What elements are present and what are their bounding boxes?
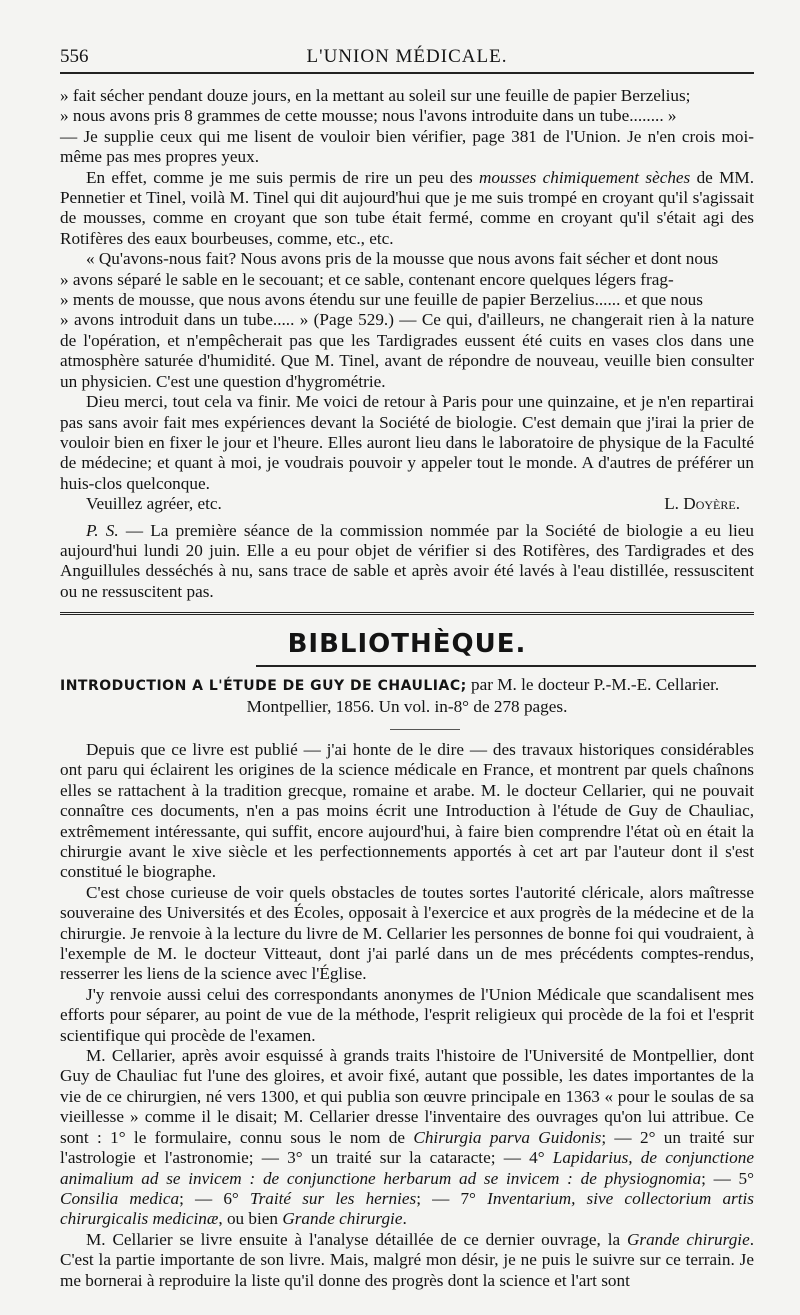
paragraph: — Je supplie ceux qui me lisent de vouloir bien vérifier, page 381 de l'Union. Je n'en crois moi-même pas mes propres yeux.: [60, 126, 754, 167]
closing: Veuillez agréer, etc.: [86, 494, 222, 514]
paragraph: En effet, comme je me suis permis de rire un peu des mousses chimiquement sèches de MM. Pennetier et Tinel, voilà M. Tinel qui dit aujourd'hui que je me suis trompé en croyant qu'il s'agissait de mousses, comme en croyant que son tube était fermé, comme en croyant qu'il s'était agi des Rotifères des eaux bourbeuses, comme, etc., etc.: [60, 167, 754, 248]
book-author: par M. le docteur P.-M.-E. Cellarier.: [466, 675, 720, 695]
bibliotheque-section: [60, 629, 754, 1291]
running-title: L'UNION MÉDICALE.: [306, 46, 508, 67]
quote-line: » nous avons pris 8 grammes de cette mousse; nous l'avons introduite dans un tube........ »: [60, 106, 677, 126]
letter-section: [60, 86, 754, 602]
signature: L. Doyère.: [664, 494, 740, 514]
header-rule: [60, 72, 754, 74]
paragraph: J'y renvoie aussi celui des correspondants anonymes de l'Union Médicale que scandalisent mes efforts pour séparer, au point de vue de la méthode, l'esprit religieux qui procède de la foi et l'esprit scientifique qui procède de l'examen.: [60, 984, 754, 1045]
quote-line: « Qu'avons-nous fait? Nous avons pris de la mousse que nous avons fait sécher et dont nous: [86, 249, 719, 269]
quote-line: » ments de mousse, que nous avons étendu sur une feuille de papier Berzelius...... et que nous: [60, 290, 703, 310]
paragraph: M. Cellarier se livre ensuite à l'analyse détaillée de ce dernier ouvrage, la Grande chirurgie. C'est la partie importante de son livre. Mais, malgré mon désir, je ne puis le suivre sur ce terrain. Je me bornerai à reproduire la liste qu'il donne des progrès dont la science et l'art sont: [60, 1229, 754, 1290]
running-head: [60, 34, 754, 70]
section-title: BIBLIOTHÈQUE.: [287, 629, 527, 660]
sub-rule: [390, 729, 460, 730]
paragraph: M. Cellarier, après avoir esquissé à grands traits l'histoire de l'Université de Montpellier, dont Guy de Chauliac fut l'une des gloires, et avoir fixé, autant que possible, les dates importantes de la vie de ce chirurgien, né vers 1300, et qui publia son œuvre principale en 1363 « pour le soulas de sa vieillesse » comme il le disait; M. Cellarier dresse l'inventaire des ouvrages qu'on lui attribue. Ce sont : 1° le formulaire, connu sous le nom de Chirurgia parva Guidonis; — 2° un traité sur l'astrologie et l'astronomie; — 3° un traité sur la cataracte; — 4° Lapidarius, de conjunctione animalium ad se invicem : de conjunctione herbarum ad se invicem : de physiognomia; — 5° Consilia medica; — 6° Traité sur les hernies; — 7° Inventarium, sive collectorium artis chirurgicalis medicinæ, ou bien Grande chirurgie.: [60, 1046, 754, 1229]
paragraph: Dieu merci, tout cela va finir. Me voici de retour à Paris pour une quinzaine, et je n'en repartirai pas sans avoir fait mes expériences devant la Société de biologie. C'est demain que j'irai la prier de vouloir bien en fixer le jour et l'heure. Elles auront lieu dans le laboratoire de physique de la Faculté de médecine; et quant à moi, je voudrais pouvoir y appeler tout le monde. A d'autres de préférer un huis-clos quelconque.: [60, 392, 754, 493]
quote-line: » fait sécher pendant douze jours, en la mettant au soleil sur une feuille de papier Berzelius;: [60, 86, 691, 105]
paragraph: C'est chose curieuse de voir quels obstacles de toutes sortes l'autorité cléricale, alors maîtresse souveraine des Universités et des Écoles, opposait à l'exercice et aux progrès de la médecine et de la chirurgie. Je renvoie à la lecture du livre de M. Cellarier les personnes de bonne foi qui voudraient, à l'exemple de M. le docteur Vitteaut, dont j'ai parlé dans un de mes précédents comptes-rendus, resserrer les liens de la science avec l'Église.: [60, 882, 754, 984]
book-heading: [60, 675, 754, 696]
title-rule: [256, 665, 756, 667]
quote-line: » avons séparé le sable en le secouant; et ce sable, contenant encore quelques légers frag-: [60, 269, 674, 289]
postscript: P. S. — La première séance de la commission nommée par la Société de biologie a eu lieu aujourd'hui lundi 20 juin. Elle a eu pour objet de vérifier si des Rotifères, des Tardigrades et des Anguillules desséchés à nu, sans trace de sable et après avoir été lavés à l'eau distillée, ressuscitent ou ne ressuscitent pas.: [60, 520, 754, 601]
paragraph: » avons introduit dans un tube..... » (Page 529.) — Ce qui, d'ailleurs, ne changerait rien à la nature de l'opération, et n'empêcherait pas que les Tardigrades eussent été cuits en vases clos dans une atmosphère saturée d'humidité. Que M. Tinel, avant de répondre de nouveau, veuille bien consulter un physicien. C'est une question d'hygrométrie.: [60, 310, 754, 391]
review-body: [60, 740, 754, 1291]
book-meta: Montpellier, 1856. Un vol. in-8° de 278 pages.: [246, 696, 568, 716]
page-number: 556: [60, 46, 89, 67]
closing-row: [60, 494, 754, 514]
paragraph: Depuis que ce livre est publié — j'ai honte de le dire — des travaux historiques considérables ont paru qui éclairent les origines de la science médicale en France, et montrent par quels chaînons elles se rattachent à la tradition grecque, romaine et arabe. M. le docteur Cellarier, qui ne pouvait connaître ces documents, n'en a pas moins écrit une Introduction à l'étude de Guy de Chauliac, extrêmement intéressante, qui suffit, encore aujourd'hui, à faire bien comprendre l'état où en était la chirurgie avant le xive siècle et les perfectionnements apportés à cet art par l'auteur dont il s'est constitué le biographe.: [60, 739, 754, 882]
ps-label: P. S.: [86, 520, 119, 540]
section-divider: [60, 612, 754, 617]
book-title: INTRODUCTION A L'ÉTUDE DE GUY DE CHAULIAC;: [60, 678, 467, 695]
